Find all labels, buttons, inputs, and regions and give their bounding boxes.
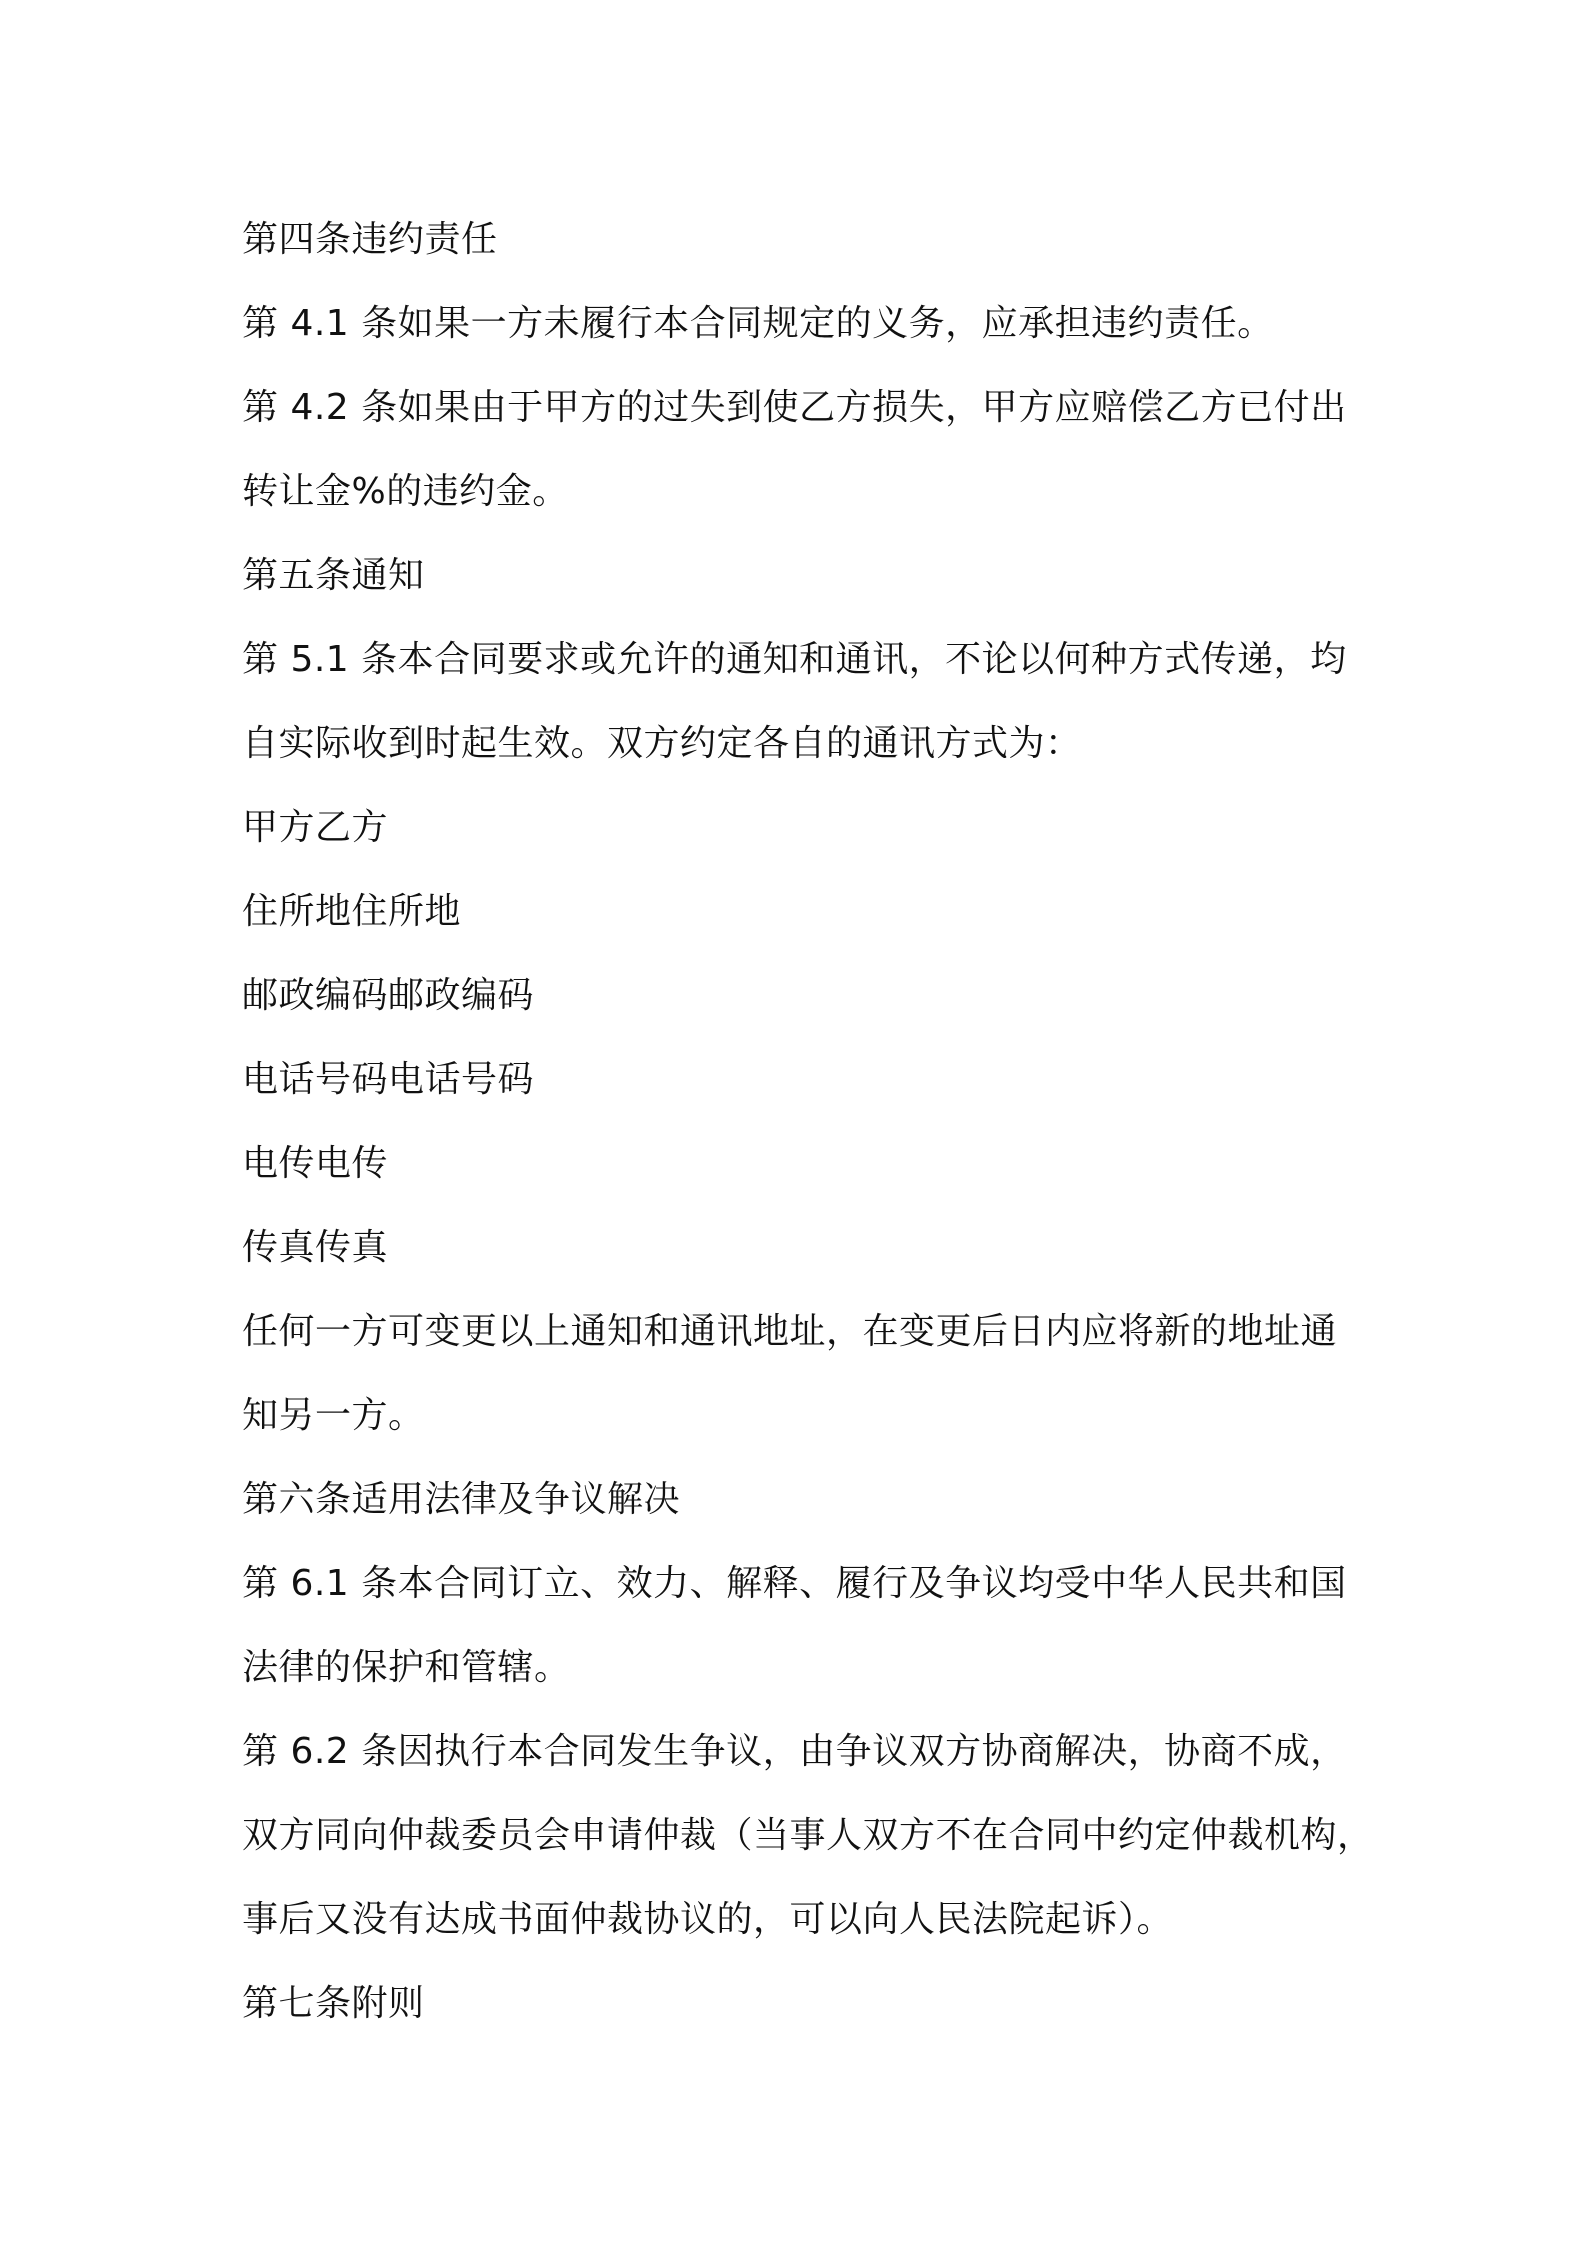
contact-row-phone: 电话号码电话号码 (242, 1059, 535, 1100)
clause-6-2-line-2: 双方同向仲裁委员会申请仲裁（当事人双方不在合同中约定仲裁机构， (242, 1815, 1374, 1856)
section-heading-article-4: 第四条违约责任 (242, 219, 498, 260)
clause-5-1-line-2: 自实际收到时起生效。双方约定各自的通讯方式为： (242, 723, 1082, 764)
clause-4-2-line-2: 转让金%的违约金。 (242, 471, 569, 512)
clause-6-1-line-2: 法律的保护和管辖。 (242, 1647, 571, 1688)
contact-row-address: 住所地住所地 (242, 891, 462, 932)
contact-row-telex: 电传电传 (242, 1143, 389, 1184)
address-change-line-2: 知另一方。 (242, 1395, 425, 1436)
clause-5-1-line-1: 第 5.1 条本合同要求或允许的通知和通讯，不论以何种方式传递，均 (242, 639, 1347, 680)
clause-6-2-line-1: 第 6.2 条因执行本合同发生争议，由争议双方协商解决，协商不成， (242, 1731, 1347, 1772)
clause-4-1: 第 4.1 条如果一方未履行本合同规定的义务，应承担违约责任。 (242, 303, 1274, 344)
document-body (242, 198, 1372, 2046)
section-heading-article-5: 第五条通知 (242, 555, 425, 596)
clause-6-1-line-1: 第 6.1 条本合同订立、效力、解释、履行及争议均受中华人民共和国 (242, 1563, 1347, 1604)
address-change-line-1: 任何一方可变更以上通知和通讯地址，在变更后日内应将新的地址通 (242, 1311, 1338, 1352)
clause-6-2-line-3: 事后又没有达成书面仲裁协议的，可以向人民法院起诉）。 (242, 1899, 1174, 1940)
contact-row-fax: 传真传真 (242, 1227, 389, 1268)
clause-4-2-line-1: 第 4.2 条如果由于甲方的过失到使乙方损失，甲方应赔偿乙方已付出 (242, 387, 1347, 428)
contact-row-parties: 甲方乙方 (242, 807, 389, 848)
contact-row-postal-code: 邮政编码邮政编码 (242, 975, 535, 1016)
section-heading-article-6: 第六条适用法律及争议解决 (242, 1479, 681, 1520)
section-heading-article-7: 第七条附则 (242, 1983, 425, 2024)
